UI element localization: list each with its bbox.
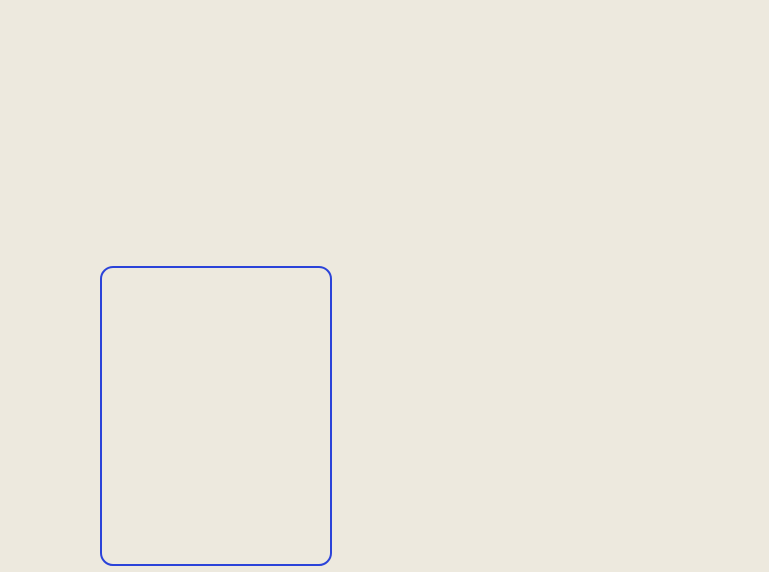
figure-30-highlight-box <box>100 266 332 566</box>
figure-31-diagram <box>420 278 660 528</box>
